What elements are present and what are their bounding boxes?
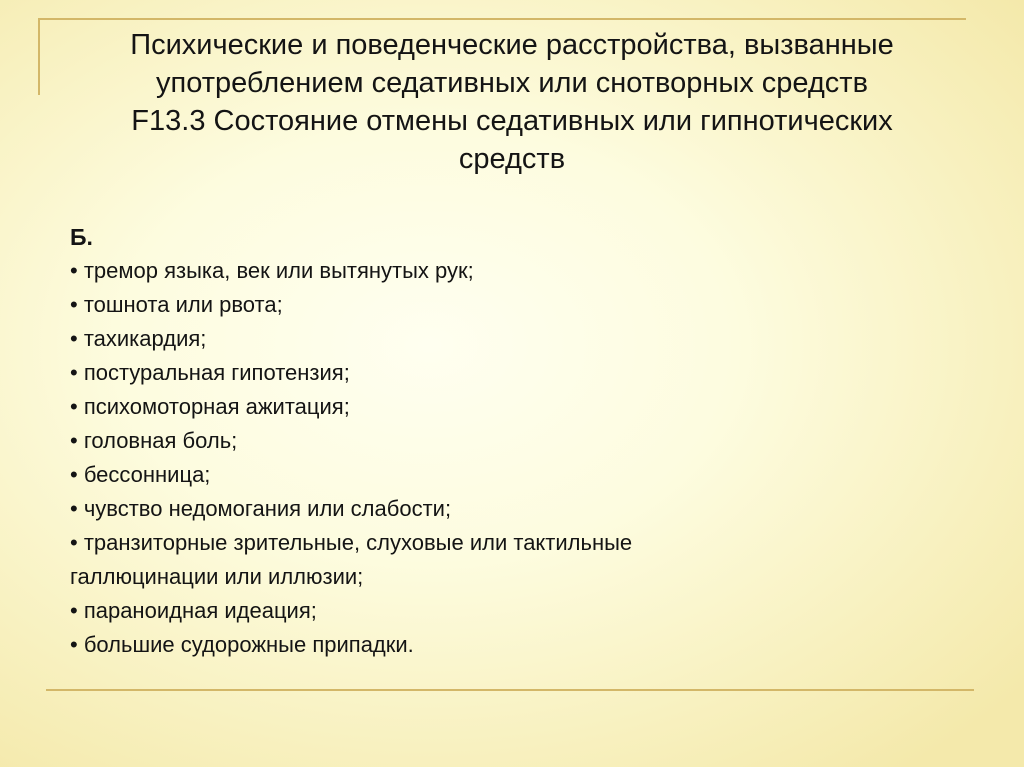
title-line-2: употреблением седативных или снотворных средств: [156, 67, 868, 99]
list-item: • параноидная идеация;: [70, 598, 317, 623]
list-item: • тошнота или рвота;: [70, 292, 283, 317]
slide-body: [70, 221, 950, 662]
title-line-1: Психические и поведенческие расстройства, вызванные: [130, 29, 894, 61]
list-item: • психомоторная ажитация;: [70, 394, 350, 419]
title-frame-top-rule: [38, 18, 966, 20]
list-item: • транзиторные зрительные, слуховые или тактильные: [70, 530, 633, 555]
bottom-divider: [46, 689, 974, 691]
section-label: Б.: [70, 224, 93, 250]
list-item: • большие судорожные припадки.: [70, 632, 414, 657]
list-item-continuation: галлюцинации или иллюзии;: [70, 564, 364, 589]
list-item: • головная боль;: [70, 428, 238, 453]
list-item: • тахикардия;: [70, 326, 207, 351]
list-item: • чувство недомогания или слабости;: [70, 496, 452, 521]
title-line-4: средств: [458, 143, 566, 175]
list-item: • тремор языка, век или вытянутых рук;: [70, 258, 474, 283]
list-item: • бессонница;: [70, 462, 211, 487]
title-frame-left-rule: [38, 18, 40, 95]
symptom-list: [70, 254, 950, 662]
slide-title: [52, 26, 972, 178]
title-line-3: F13.3 Состояние отмены седативных или гипнотических: [131, 105, 893, 137]
list-item: • постуральная гипотензия;: [70, 360, 350, 385]
